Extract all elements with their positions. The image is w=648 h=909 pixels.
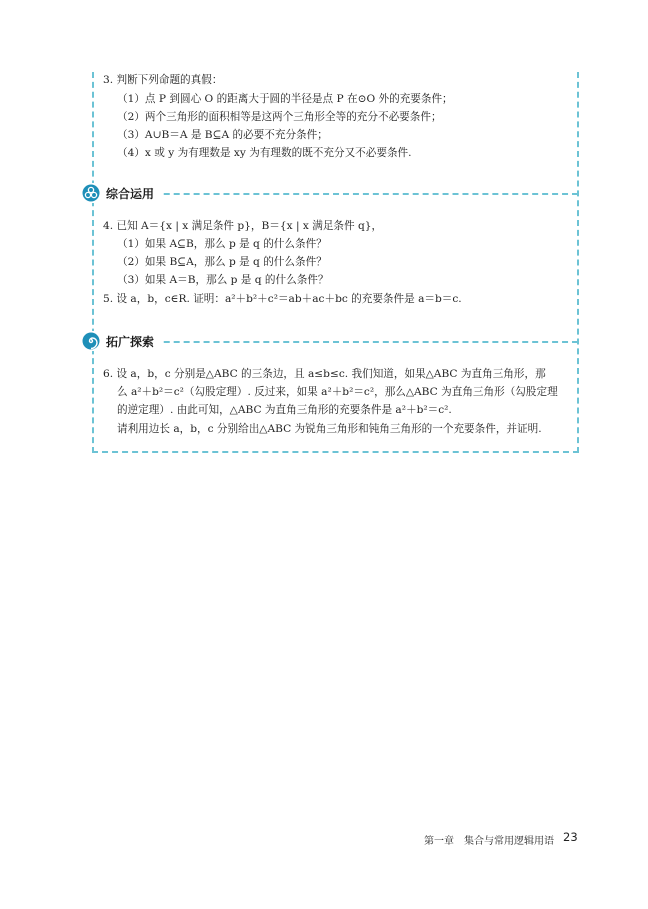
cluster-circle-icon — [82, 184, 100, 202]
section-title-comprehensive: 综合运用 — [106, 186, 155, 201]
section-title-explore: 拓广探索 — [106, 334, 155, 349]
exercise-6-line-4: 请利用边长 a，b，c 分别给出△ABC 为锐角三角形和钝角三角形的一个充要条件，并证明. — [117, 423, 542, 435]
exercise-4-item-1: （1）如果 A⊆B，那么 p 是 q 的什么条件？ — [117, 238, 327, 250]
exercise-3-item-2: （2）两个三角形的面积相等是这两个三角形全等的充分不必要条件； — [117, 111, 442, 123]
spiral-circle-icon — [82, 332, 100, 350]
section-divider — [104, 341, 578, 343]
chapter-footer: 第一章 集合与常用逻辑用语 — [424, 836, 554, 847]
exercise-6-line-3: 的逆定理）. 由此可知，△ABC 为直角三角形的充要条件是 a²＋b²＝c². — [117, 404, 452, 416]
section-heading-explore — [82, 331, 160, 351]
section-heading-comprehensive — [82, 183, 160, 203]
page-number: 23 — [563, 830, 578, 844]
exercise-3-item-1: （1）点 P 到圆心 O 的距离大于圆的半径是点 P 在⊙O 外的充要条件； — [117, 93, 453, 105]
exercise-4-stem: 4. 已知 A＝{x | x 满足条件 p}，B＝{x | x 满足条件 q}， — [103, 220, 383, 232]
section-divider — [104, 193, 578, 195]
exercise-6-line-1: 6. 设 a，b，c 分别是△ABC 的三条边，且 a≤b≤c. 我们知道，如果△ABC 为直角三角形，那 — [103, 368, 546, 380]
exercise-3-item-4: （4）x 或 y 为有理数是 xy 为有理数的既不充分又不必要条件. — [117, 147, 412, 159]
exercise-3-stem: 3. 判断下列命题的真假： — [103, 74, 223, 86]
exercise-4-item-3: （3）如果 A＝B，那么 p 是 q 的什么条件？ — [117, 274, 329, 286]
exercise-6-line-2: 么 a²＋b²＝c²（勾股定理）. 反过来，如果 a²＋b²＝c²，那么△ABC 为直角三角形（勾股定理 — [117, 386, 558, 398]
exercise-3-item-3: （3）A∪B＝A 是 B⊆A 的必要不充分条件； — [117, 129, 328, 141]
exercise-5: 5. 设 a，b，c∈R. 证明：a²＋b²＋c²＝ab＋ac＋bc 的充要条件是 a＝b＝c. — [103, 293, 462, 305]
exercise-4-item-2: （2）如果 B⊆A，那么 p 是 q 的什么条件？ — [117, 256, 327, 268]
